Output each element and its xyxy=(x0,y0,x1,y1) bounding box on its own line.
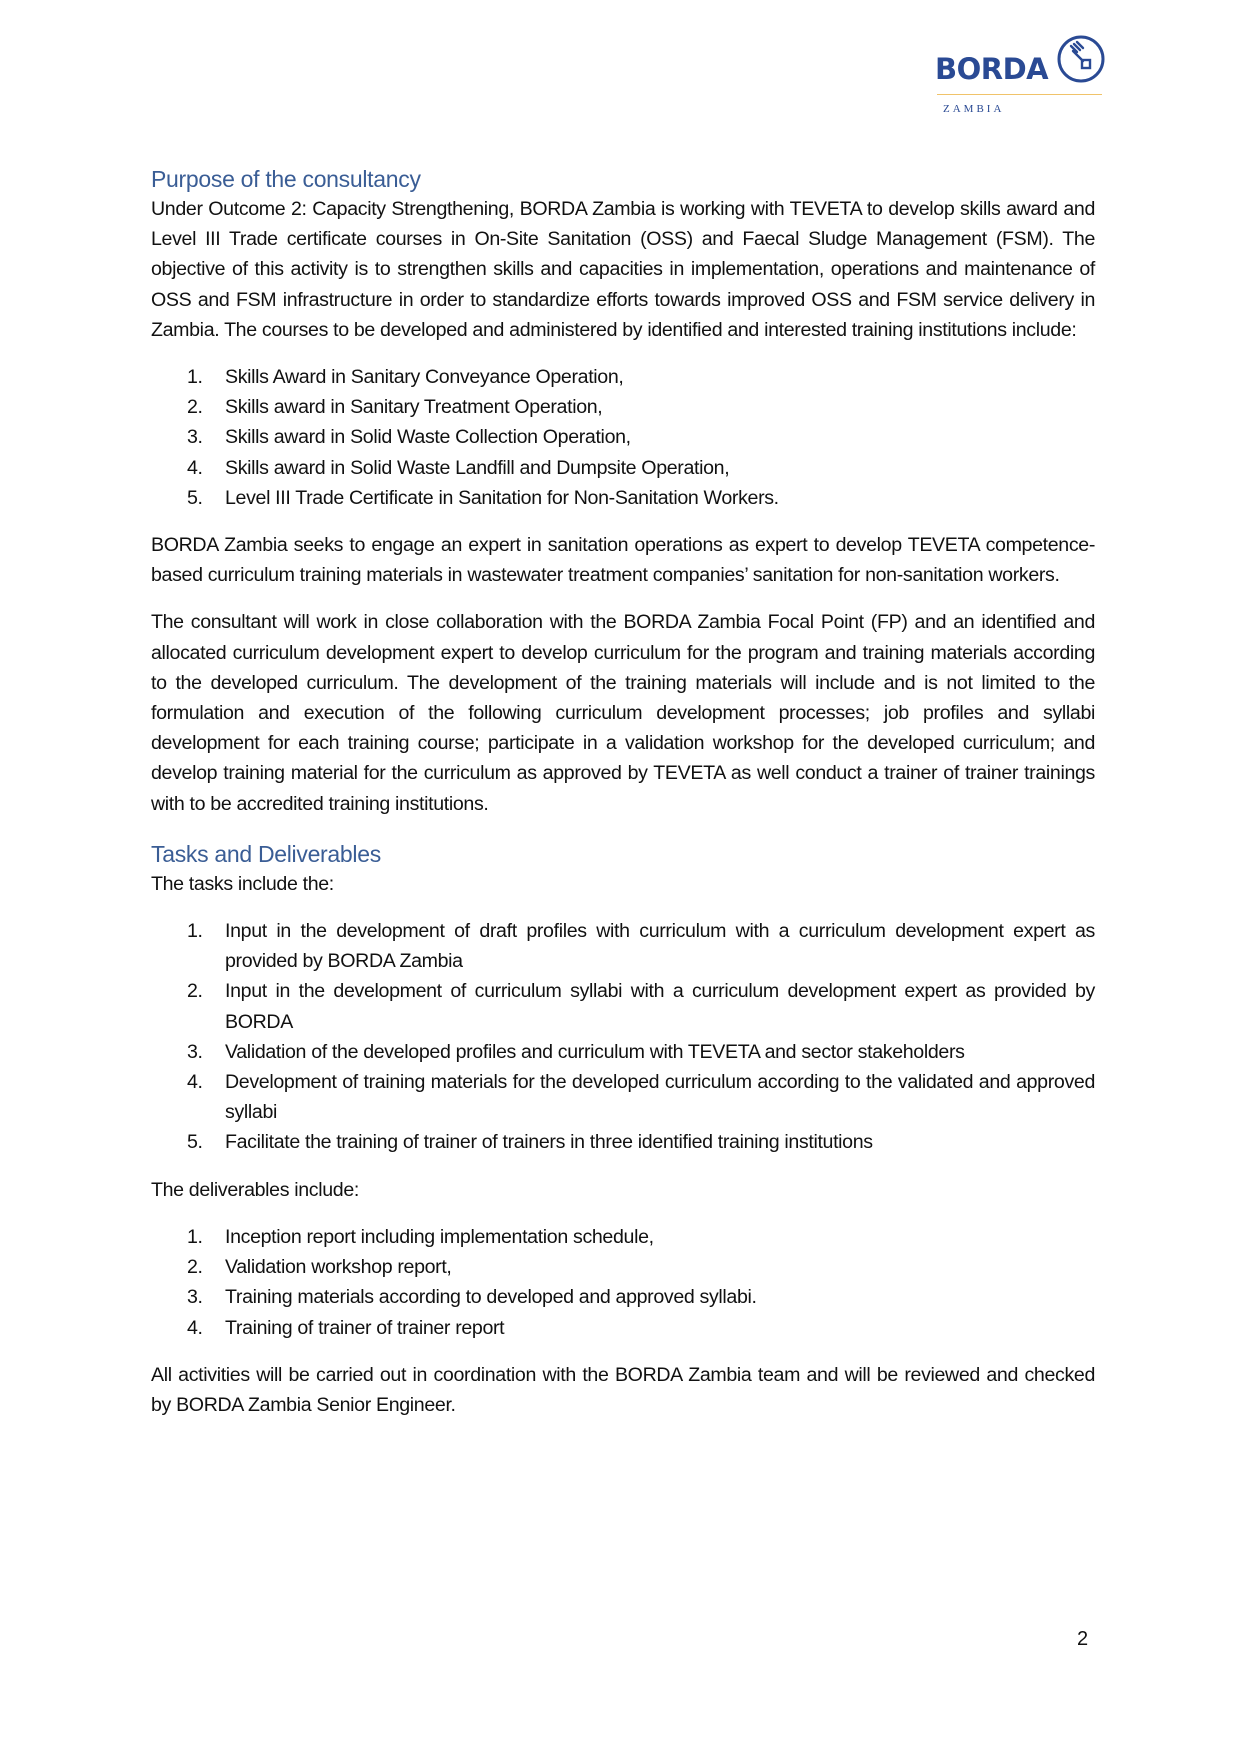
deliverables-intro: The deliverables include: xyxy=(151,1178,359,1201)
document-body xyxy=(151,164,1095,1420)
list-item: 1. Input in the development of draft profiles with curriculum with a curriculum development expert as provided by BORDA Zambia xyxy=(187,920,1095,973)
purpose-paragraph-2: BORDA Zambia seeks to engage an expert in sanitation operations as expert to develop TEVETA competence-based curriculum training materials in wastewater treatment companies’ sanitation for non-sanitation workers. xyxy=(151,534,1095,587)
borda-zambia-logo xyxy=(935,34,1105,120)
logo-rule xyxy=(937,94,1102,95)
purpose-paragraph-3: The consultant will work in close collaboration with the BORDA Zambia Focal Point (FP) and an identified and allocated curriculum development expert to develop curriculum for the program and training materials according to the developed curriculum. The development of the training materials will include and is not limited to the formulation and execution of the following curriculum development processes; job profiles and syllabi development for each training course; participate in a validation workshop for the developed curriculum; and develop training material for the curriculum as approved by TEVETA as well conduct a trainer of trainer trainings with to be accredited training institutions. xyxy=(151,611,1095,815)
logo-subtitle: ZAMBIA xyxy=(943,103,1005,115)
heading-purpose: Purpose of the consultancy xyxy=(151,166,421,192)
list-item: 2. Validation workshop report, xyxy=(187,1256,452,1279)
list-item: 1. Inception report including implementation schedule, xyxy=(187,1225,654,1248)
logo-wordmark: BORDA xyxy=(935,52,1049,86)
list-item: 5. Level III Trade Certificate in Sanitation for Non-Sanitation Workers. xyxy=(187,486,779,509)
deliverables-list xyxy=(151,1222,1095,1343)
courses-list xyxy=(151,362,1095,513)
tasks-list xyxy=(151,916,1095,1158)
list-item: 2. Skills award in Sanitary Treatment Operation, xyxy=(187,396,603,419)
list-item: 2. Input in the development of curriculum syllabi with a curriculum development expert as provided by BORDA xyxy=(187,980,1095,1033)
closing-paragraph: All activities will be carried out in coordination with the BORDA Zambia team and will be reviewed and checked by BORDA Zambia Senior Engineer. xyxy=(151,1363,1095,1416)
heading-tasks: Tasks and Deliverables xyxy=(151,840,381,867)
list-item: 3. Skills award in Solid Waste Collection Operation, xyxy=(187,426,631,449)
list-item: 4. Training of trainer of trainer report xyxy=(187,1316,505,1339)
tasks-intro: The tasks include the: xyxy=(151,872,334,895)
list-item: 5. Facilitate the training of trainer of trainers in three identified training institutions xyxy=(187,1131,873,1154)
list-item: 4. Development of training materials for the developed curriculum according to the validated and approved syllabi xyxy=(187,1071,1095,1124)
list-item: 3. Validation of the developed profiles and curriculum with TEVETA and sector stakeholders xyxy=(187,1040,965,1063)
toothbrush-circle-icon xyxy=(1056,34,1106,84)
purpose-intro: Under Outcome 2: Capacity Strengthening, BORDA Zambia is working with TEVETA to develop skills award and Level III Trade certificate courses in On-Site Sanitation (OSS) and Faecal Sludge Management (FSM). The objective of this activity is to strengthen skills and capacities in implementation, operations and maintenance of OSS and FSM infrastructure in order to standardize efforts towards improved OSS and FSM service delivery in Zambia. The courses to be developed and administered by identified and interested training institutions include: xyxy=(151,198,1095,341)
list-item: 4. Skills award in Solid Waste Landfill and Dumpsite Operation, xyxy=(187,456,730,479)
list-item: 1. Skills Award in Sanitary Conveyance Operation, xyxy=(187,366,624,389)
page-number: 2 xyxy=(1077,1628,1089,1650)
list-item: 3. Training materials according to developed and approved syllabi. xyxy=(187,1286,757,1309)
